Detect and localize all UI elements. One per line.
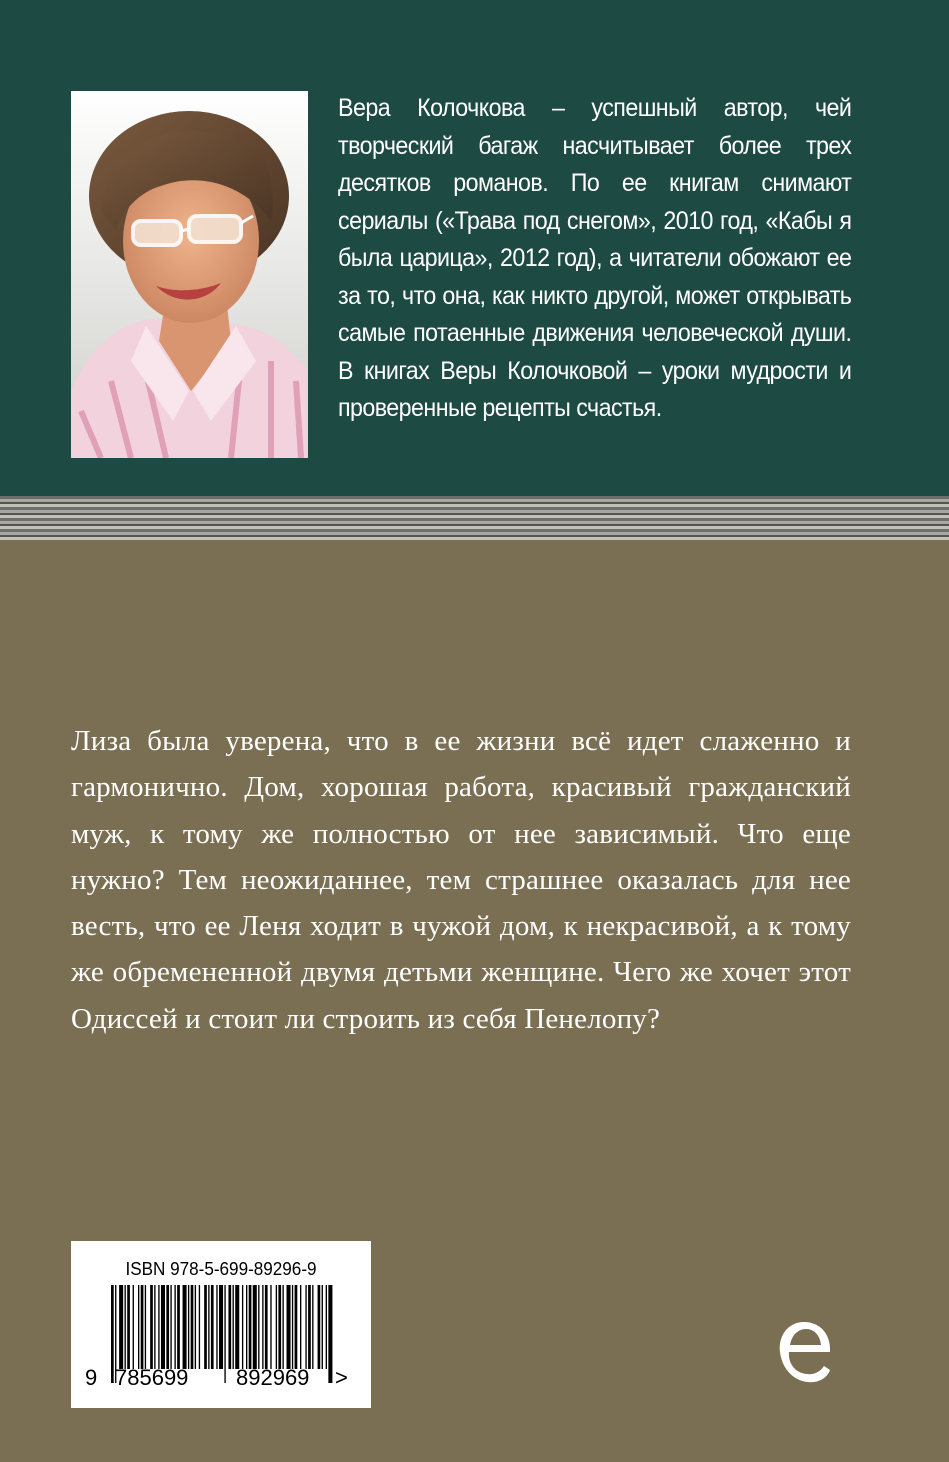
isbn-label: ISBN 978-5-699-89296-9 <box>125 1259 317 1279</box>
barcode-bar <box>276 1285 277 1369</box>
barcode-bar <box>208 1285 209 1369</box>
barcode-bar <box>308 1285 311 1369</box>
barcode-bar <box>191 1285 194 1369</box>
barcode-bar <box>138 1285 139 1369</box>
barcode-bar <box>262 1285 263 1369</box>
barcode-bar <box>219 1285 223 1369</box>
author-portrait-image <box>71 91 308 458</box>
barcode-bar <box>292 1285 293 1369</box>
barcode-bar <box>145 1285 146 1369</box>
barcode-digit-first: 9 <box>85 1365 98 1390</box>
barcode-bar <box>166 1285 169 1369</box>
barcode-bar <box>158 1285 159 1369</box>
barcode-bar <box>282 1285 283 1369</box>
barcode-bar <box>287 1285 291 1369</box>
barcode-bar <box>224 1285 225 1383</box>
barcode-digits-right: 892969 <box>236 1365 310 1390</box>
barcode-bar <box>127 1285 130 1369</box>
barcode-bar <box>177 1285 180 1369</box>
barcode-bar <box>228 1285 231 1369</box>
barcode-bar <box>150 1285 153 1369</box>
barcode-bar <box>235 1285 239 1369</box>
barcode-bar <box>119 1285 123 1369</box>
barcode-digits-left: 785699 <box>115 1365 189 1390</box>
barcode-bar <box>133 1285 134 1369</box>
barcode-bar <box>326 1285 327 1369</box>
publisher-e-logo-icon <box>774 1318 834 1388</box>
barcode-bar <box>170 1285 171 1369</box>
barcode-bar <box>295 1285 298 1369</box>
author-bio-text: Вера Колочкова – успешный автор, чей творческий багаж насчитывает более трех десятков романов. По ее книгам снимают сериалы («Трава под снегом», 2010 год, «Кабы я была царица», 2012 год), а читатели обожают ее за то, что она, как никто другой, может открывать самые потаенные движения человеческой души. В книгах Веры Колочковой – уроки мудрости и проверенные рецепты счастья. <box>338 94 852 422</box>
barcode-bar <box>265 1285 268 1369</box>
barcode-bar <box>246 1285 247 1369</box>
barcode-bar <box>195 1285 196 1369</box>
barcode-bar <box>300 1285 301 1369</box>
barcode-bar <box>188 1285 189 1369</box>
barcode-bar <box>161 1285 165 1369</box>
barcode-bar <box>199 1285 200 1369</box>
barcode-bar <box>270 1285 271 1369</box>
barcode-bar <box>233 1285 234 1369</box>
barcode-end-mark: > <box>335 1365 348 1390</box>
barcode-bar <box>111 1285 114 1383</box>
barcode-bar <box>258 1285 259 1369</box>
barcode-bar <box>242 1285 243 1369</box>
barcode-bar <box>318 1285 321 1369</box>
barcode-bar <box>249 1285 252 1369</box>
barcode-bar <box>204 1285 207 1369</box>
barcode-bar <box>216 1285 217 1369</box>
isbn-barcode <box>71 1241 371 1408</box>
barcode-bar <box>183 1285 187 1369</box>
barcode-bar <box>278 1285 281 1369</box>
barcode-bar <box>141 1285 144 1369</box>
barcode-bar <box>154 1285 155 1369</box>
divider-stripes <box>0 496 949 540</box>
barcode-bar <box>328 1285 332 1383</box>
barcode-bar <box>211 1285 214 1369</box>
barcode-bar <box>174 1285 175 1369</box>
book-annotation-text: Лиза была уверена, что в ее жизни всё идет слаженно и гармонично. Дом, хорошая работа, красивый гражданский муж, к тому же полностью от нее зависимый. Что еще нужно? Тем неожиданнее, тем страшнее оказалась для нее весть, что ее Леня ходит в чужой дом, к некрасивой, а к тому же обремененной двумя детьми женщине. Чего же хочет этот Одиссей и стоит ли строить из себя Пенелопу? <box>71 725 851 1035</box>
barcode-bar <box>305 1285 306 1369</box>
barcode-bar <box>253 1285 257 1369</box>
barcode-bar <box>312 1285 313 1369</box>
barcode-bar <box>322 1285 323 1369</box>
barcode-bar <box>125 1285 126 1369</box>
